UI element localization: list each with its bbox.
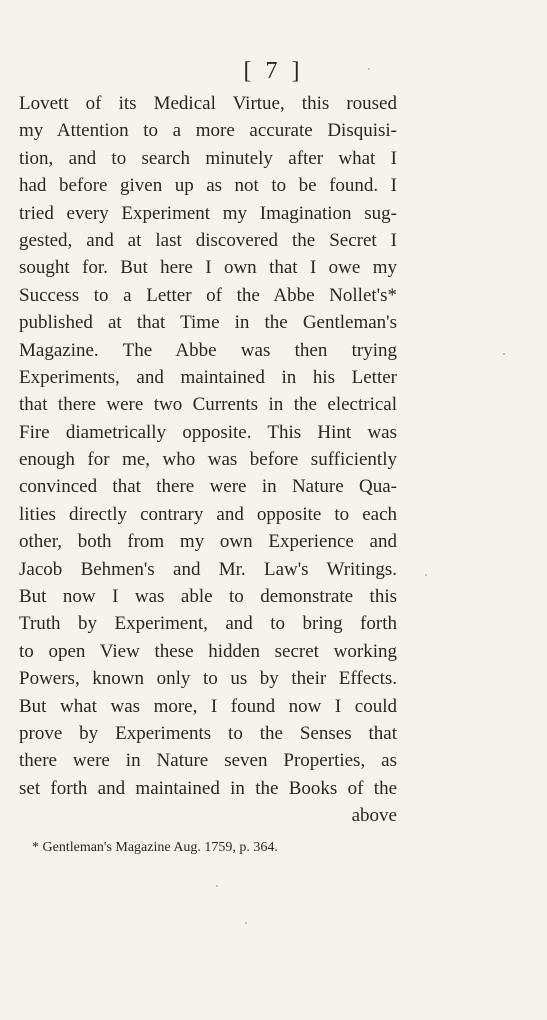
text-line: lities directly contrary and opposite to each [19,503,397,525]
text-line: that there were two Currents in the electrical [19,394,397,416]
paper-speck [216,885,218,887]
text-line: But what was more, I found now I could [19,695,397,717]
text-line: Fire diametrically opposite. This Hint was [19,421,397,443]
text-line: Success to a Letter of the Abbe Nollet's* [19,284,397,306]
text-line: set forth and maintained in the Books of the [19,777,397,799]
text-line: published at that Time in the Gentleman's [19,312,397,334]
text-line: other, both from my own Experience and [19,531,397,553]
footnote: * Gentleman's Magazine Aug. 1759, p. 364. [32,840,278,855]
text-line: Jacob Behmen's and Mr. Law's Writings. [19,558,397,580]
text-line: prove by Experiments to the Senses that [19,722,397,744]
text-line: had before given up as not to be found. I [19,175,397,197]
text-line: But now I was able to demonstrate this [19,586,397,608]
page-number: [ 7 ] [243,58,304,84]
paper-speck [503,353,505,355]
text-line: convinced that there were in Nature Qua- [19,476,397,498]
paper-speck [425,574,427,576]
paper-speck [245,922,247,924]
text-line: Lovett of its Medical Virtue, this roused [19,93,397,114]
text-line: sought for. But here I own that I owe my [19,257,397,279]
text-line: to open View these hidden secret working [19,640,397,662]
body-text [19,90,397,830]
text-line: there were in Nature seven Properties, as [19,750,397,772]
text-line: tried every Experiment my Imagination sug- [19,202,397,224]
text-line: gested, and at last discovered the Secret I [19,229,397,251]
text-line: tion, and to search minutely after what I [19,147,397,169]
text-line: Truth by Experiment, and to bring forth [19,613,397,635]
text-line: Powers, known only to us by their Effects. [19,668,397,690]
text-line: Experiments, and maintained in his Letter [19,366,397,388]
text-line: enough for me, who was before sufficiently [19,449,397,471]
paper-speck [368,68,370,70]
text-line: my Attention to a more accurate Disquisi- [19,120,397,142]
catchword: above [351,805,397,827]
text-line: Magazine. The Abbe was then trying [19,339,397,361]
